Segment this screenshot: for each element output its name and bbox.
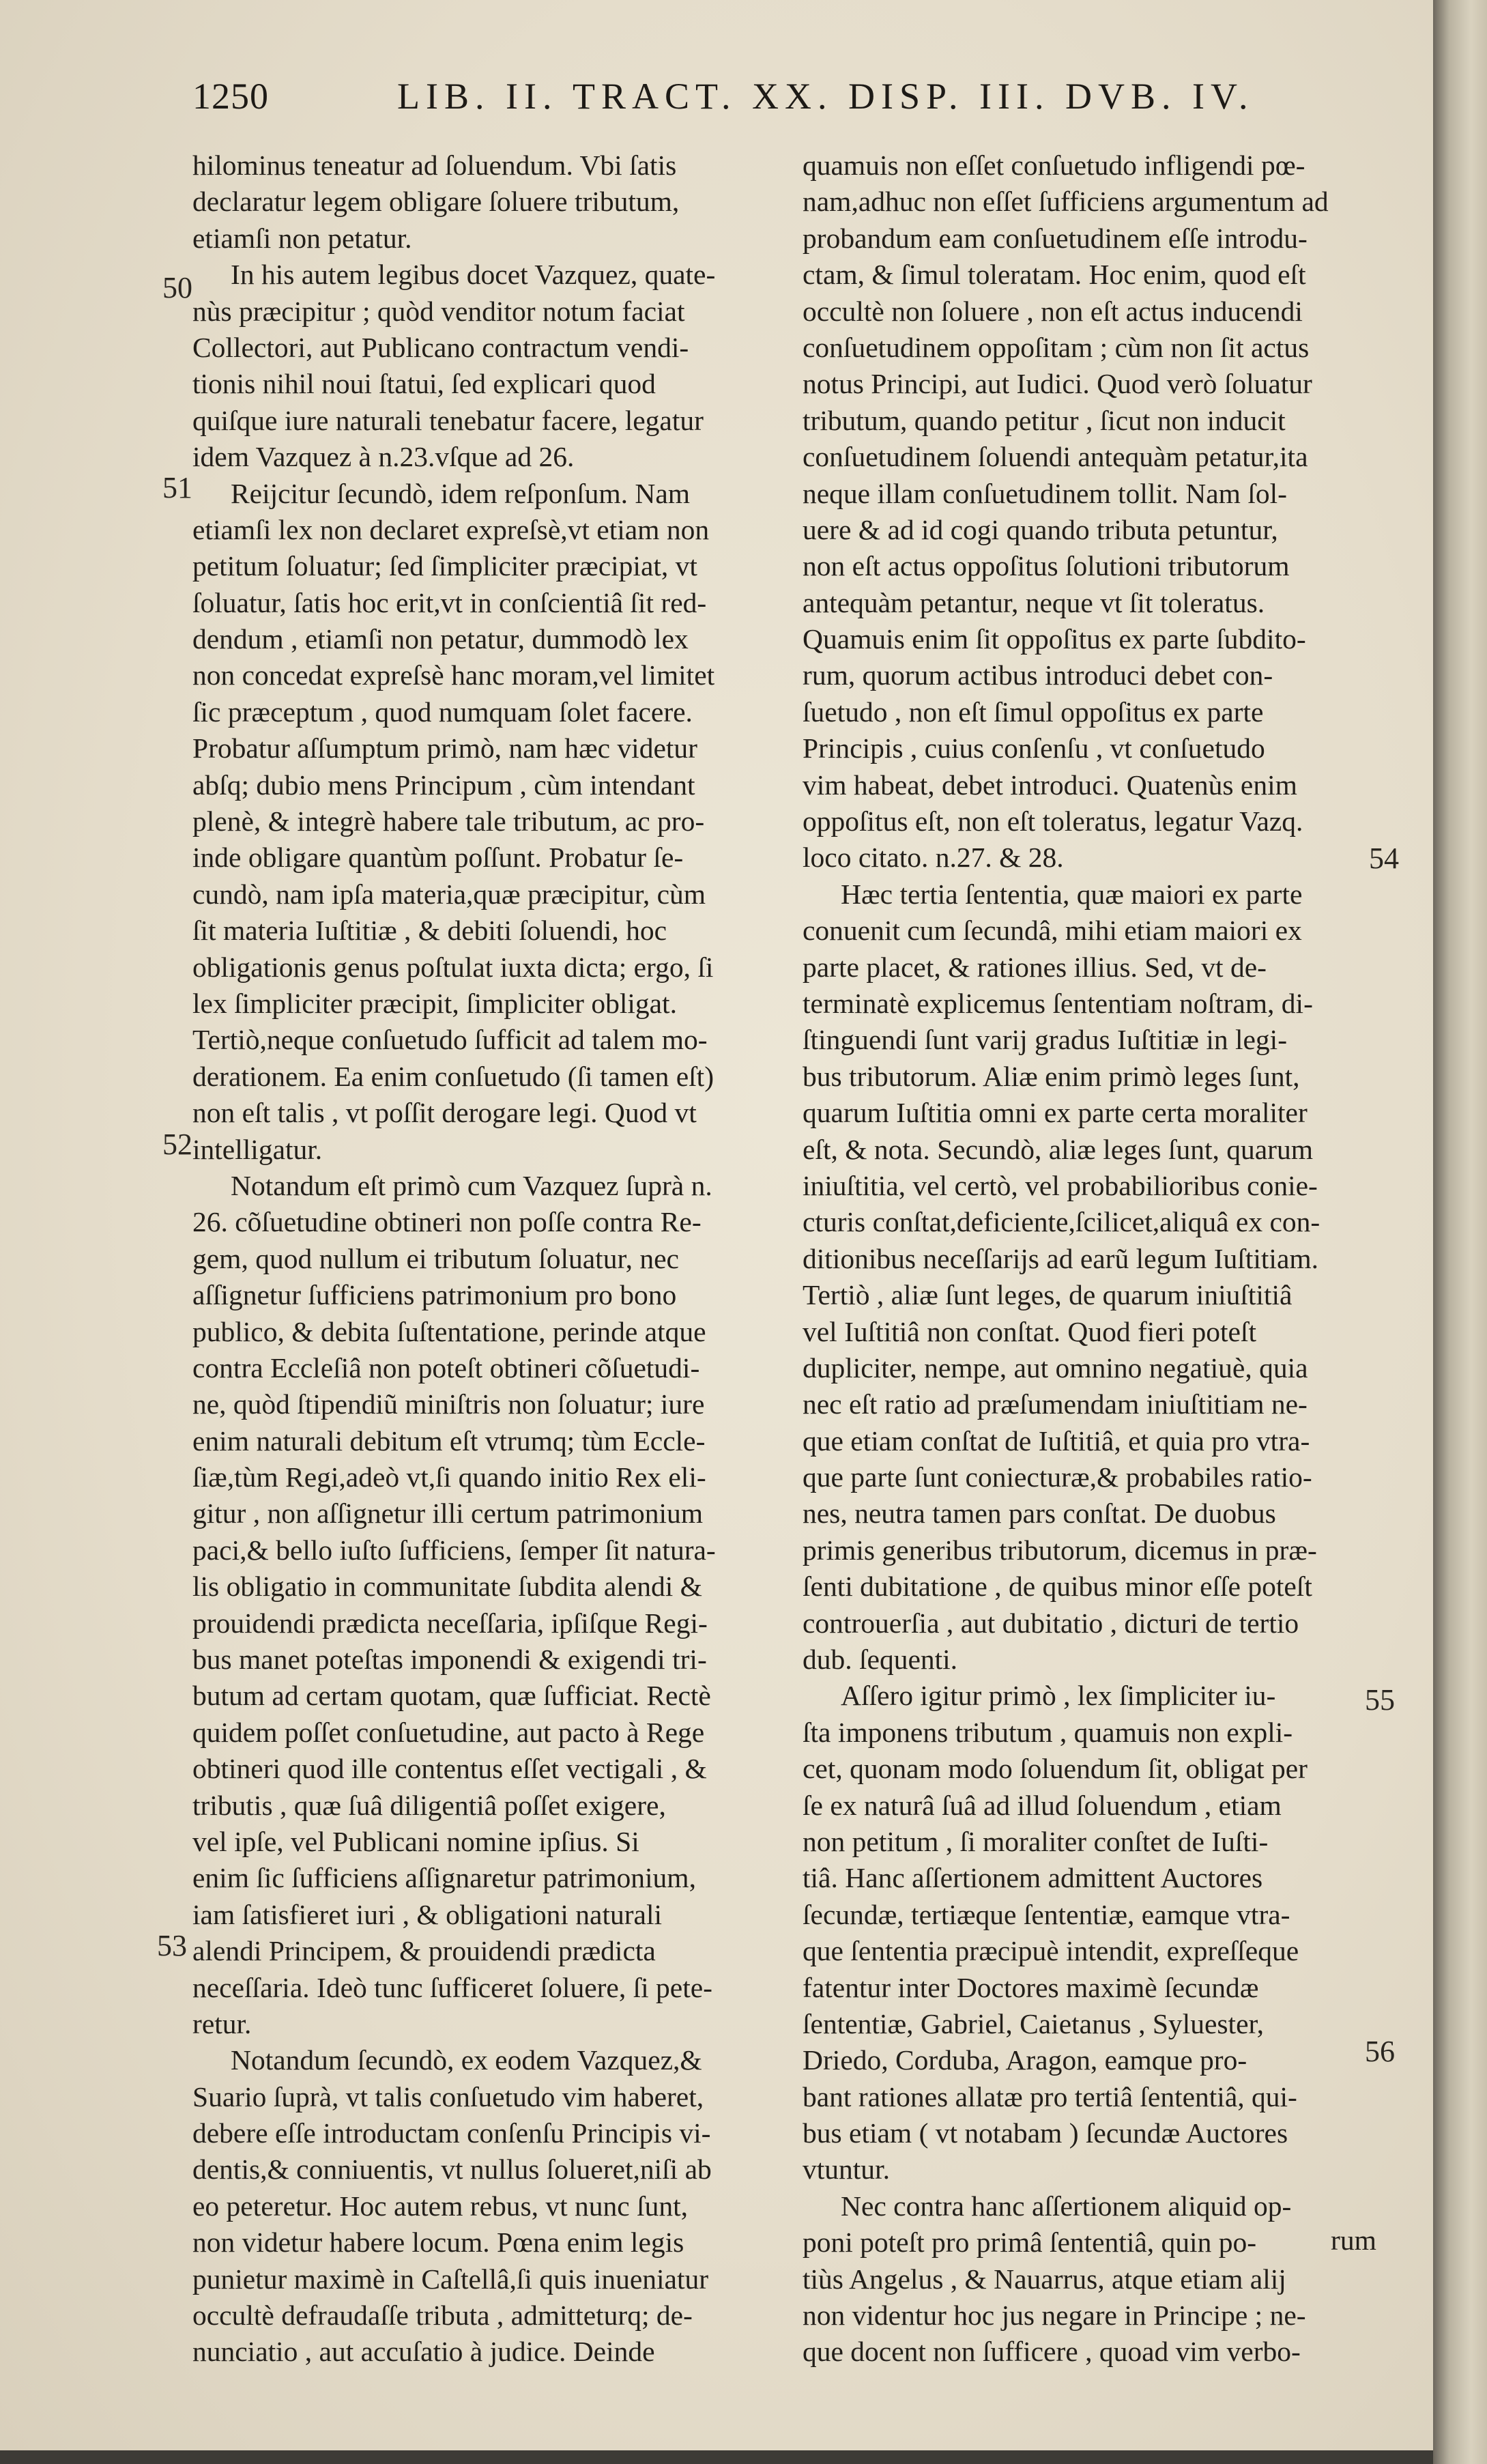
left-text-line: Probatur aſſumptum primò, nam hæc videtur (192, 732, 697, 764)
right-text-line: vim habeat, debet introduci. Quatenùs enim (803, 769, 1297, 801)
left-text-line: lis obligatio in communitate ſubdita alendi & (192, 1571, 702, 1603)
right-text-line: que parte ſunt coniecturæ,& probabiles ratio- (803, 1461, 1312, 1493)
left-text-line: non videtur habere locum. Pœna enim legis (192, 2226, 684, 2259)
right-text-line: bant rationes allatæ pro tertiâ ſententiâ, qui- (803, 2080, 1297, 2112)
right-text-line: Hæc tertia ſententia, quæ maiori ex parte (841, 878, 1303, 910)
right-text-line: tiùs Angelus , & Nauarrus, atque etiam alij (803, 2263, 1286, 2295)
right-text-line: controuerſia , aut dubitatio , dicturi de tertio (803, 1607, 1299, 1639)
right-text-line: non petitum , ſi moraliter conſtet de Iuſti- (803, 1825, 1269, 1857)
left-text-line: debere eſſe introductam conſenſu Principis vi- (192, 2117, 711, 2149)
right-text-line: primis generibus tributorum, dicemus in præ- (803, 1534, 1317, 1566)
binding-edge (1433, 0, 1487, 2464)
running-head (192, 75, 1380, 137)
left-text-line: enim naturali debitum eſt vtrumq; tùm Eccle- (192, 1424, 706, 1457)
left-text-line: cundò, nam ipſa materia,quæ præcipitur, cùm (192, 878, 706, 910)
left-text-line: In his autem legibus docet Vazquez, quate- (231, 259, 716, 291)
left-text-line: aſſignetur ſufficiens patrimonium pro bono (192, 1279, 677, 1311)
right-text-line: rum, quorum actibus introduci debet con- (803, 659, 1273, 691)
right-text-line: non videntur hoc jus negare in Principe ; ne- (803, 2300, 1306, 2332)
left-text-line: occultè defraudaſſe tributa , admitteturq; de- (192, 2300, 693, 2332)
left-text-line: neceſſaria. Ideò tunc ſufficeret ſoluere, ſi pete- (192, 1971, 712, 2003)
left-text-line: dentis,& conniuentis, vt nullus ſolueret,niſi ab (192, 2153, 712, 2186)
right-text-line: tributum, quando petitur , ſicut non inducit (803, 404, 1286, 436)
right-text-line: Principis , cuius conſenſu , vt conſuetudo (803, 732, 1265, 764)
left-text-line: quiſque iure naturali tenebatur facere, legatur (192, 404, 704, 436)
left-text-line: vel ipſe, vel Publicani nomine ipſius. Si (192, 1825, 639, 1857)
right-text-line: Driedo, Corduba, Aragon, eamque pro- (803, 2044, 1247, 2076)
left-text-line: petitum ſoluatur; ſed ſimpliciter præcipiat, vt (192, 550, 697, 582)
right-text-line: eſt, & nota. Secundò, aliæ leges ſunt, quarum (803, 1133, 1314, 1165)
margin-number-53: 53 (157, 1929, 187, 1962)
left-text-line: dendum , etiamſi non petatur, dummodò lex (192, 623, 689, 655)
left-text-line: Notandum ſecundò, ex eodem Vazquez,& (231, 2044, 702, 2076)
left-text-line: Reijcitur ſecundò, idem reſponſum. Nam (231, 477, 691, 509)
left-text-line: etiamſi lex non declaret expreſsè,vt etiam non (192, 513, 710, 545)
right-text-line: quarum Iuſtitia omni ex parte certa moraliter (803, 1097, 1308, 1129)
left-text-line: plenè, & integrè habere tale tributum, ac pro- (192, 805, 705, 837)
right-text-line: oppoſitus eſt, non eſt toleratus, legatur Vazq. (803, 805, 1303, 837)
right-text-line: que ſententia præcipuè intendit, expreſſeque (803, 1935, 1299, 1967)
left-text-line: ſiæ,tùm Regi,adeò vt,ſi quando initio Rex eli- (192, 1461, 706, 1493)
page-number: 1250 (192, 76, 269, 117)
left-text-line: idem Vazquez à n.23.vſque ad 26. (192, 441, 575, 473)
margin-number-52: 52 (162, 1128, 192, 1161)
right-text-line: que etiam conſtat de Iuſtitiâ, et quia pro vtra- (803, 1424, 1310, 1457)
left-text-line: obtineri quod ille contentus eſſet vectigali , & (192, 1753, 707, 1785)
left-text-line: retur. (192, 2007, 252, 2039)
left-text-column (192, 147, 786, 2370)
left-text-line: non concedat expreſsè hanc moram,vel limitet (192, 659, 715, 691)
right-text-line: ſecundæ, tertiæque ſententiæ, eamque vtra- (803, 1898, 1290, 1930)
margin-number-51: 51 (162, 471, 192, 504)
left-text-line: punietur maximè in Caſtellâ,ſi quis inueniatur (192, 2263, 709, 2295)
right-text-line: ſuetudo , non eſt ſimul oppoſitus ex parte (803, 696, 1264, 728)
right-text-line: tiâ. Hanc aſſertionem admittent Auctores (803, 1862, 1263, 1894)
right-text-line: conuenit cum ſecundâ, mihi etiam maiori ex (803, 915, 1302, 947)
left-text-line: ſit materia Iuſtitiæ , & debiti ſoluendi, hoc (192, 915, 667, 947)
left-text-line: tionis nihil noui ſtatui, ſed explicari quod (192, 368, 656, 400)
left-text-line: 26. cõſuetudine obtineri non poſſe contra Re- (192, 1206, 702, 1238)
right-text-line: Tertiò , aliæ ſunt leges, de quarum iniuſtitiâ (803, 1279, 1293, 1311)
left-text-line: iam ſatisfieret iuri , & obligationi naturali (192, 1898, 663, 1930)
left-text-line: tributis , quæ ſuâ diligentiâ poſſet exigere, (192, 1789, 666, 1821)
right-text-line: ſententiæ, Gabriel, Caietanus , Syluester, (803, 2007, 1265, 2039)
left-text-line: Collectori, aut Publicano contractum vendi- (192, 331, 689, 363)
right-text-line: poni poteſt pro primâ ſententiâ, quin po- (803, 2226, 1257, 2259)
left-text-line: prouidendi prædicta neceſſaria, ipſiſque Regi- (192, 1607, 708, 1639)
left-text-line: non eſt talis , vt poſſit derogare legi. Quod vt (192, 1097, 697, 1129)
margin-number-50: 50 (162, 271, 192, 304)
margin-number-55: 55 (1365, 1683, 1395, 1717)
right-text-line: uere & ad id cogi quando tributa petuntur, (803, 513, 1278, 545)
right-text-column (803, 147, 1396, 2370)
left-text-line: ſoluatur, ſatis hoc erit,vt in conſcientiâ ſit red- (192, 586, 707, 618)
running-title: LIB. II. TRACT. XX. DISP. III. DVB. IV. (397, 76, 1254, 117)
right-text-line: fatentur inter Doctores maximè ſecundæ (803, 1971, 1259, 2003)
right-text-line: vel Iuſtitiâ non conſtat. Quod fieri poteſt (803, 1315, 1256, 1347)
right-text-line: ſtinguendi ſunt varij gradus Iuſtitiæ in legi- (803, 1024, 1288, 1056)
right-text-line: bus etiam ( vt notabam ) ſecundæ Auctores (803, 2117, 1288, 2149)
right-text-line: terminatè explicemus ſententiam noſtram, di- (803, 987, 1313, 1019)
left-text-line: Tertiò,neque conſuetudo ſufficit ad talem mo- (192, 1024, 708, 1056)
right-text-line: Aſſero igitur primò , lex ſimpliciter iu- (841, 1680, 1276, 1712)
right-text-line: nes, neutra tamen pars conſtat. De duobus (803, 1498, 1276, 1530)
right-text-line: parte placet, & rationes illius. Sed, vt de- (803, 951, 1267, 983)
left-text-line: nunciatio , aut accuſatio à judice. Deinde (192, 2336, 655, 2368)
left-text-line: bus manet poteſtas imponendi & exigendi tri- (192, 1644, 707, 1676)
left-text-line: Notandum eſt primò cum Vazquez ſuprà n. (231, 1169, 712, 1201)
left-text-line: intelligatur. (192, 1133, 323, 1165)
right-text-line: ctam, & ſimul toleratam. Hoc enim, quod eſt (803, 259, 1306, 291)
margin-number-54: 54 (1369, 842, 1399, 875)
catchword: rum (1331, 2224, 1376, 2256)
left-text-line: hilominus teneatur ad ſoluendum. Vbi ſatis (192, 149, 677, 181)
left-text-line: gem, quod nullum ei tributum ſoluatur, nec (192, 1242, 679, 1274)
right-text-line: conſuetudinem oppoſitam ; cùm non ſit actus (803, 331, 1310, 363)
right-text-line: nec eſt ratio ad præſumendam iniuſtitiam ne- (803, 1388, 1308, 1420)
right-text-line: nam,adhuc non eſſet ſufficiens argumentum ad (803, 186, 1329, 218)
left-text-line: enim ſic ſufficiens aſſignaretur patrimonium, (192, 1862, 696, 1894)
left-text-line: lex ſimpliciter præcipit, ſimpliciter obligat. (192, 987, 677, 1019)
left-text-line: alendi Principem, & prouidendi prædicta (192, 1935, 656, 1967)
left-text-line: inde obligare quantùm poſſunt. Probatur ſe- (192, 842, 684, 874)
left-text-line: publico, & debita ſuſtentatione, perinde atque (192, 1315, 706, 1347)
left-text-line: ne, quòd ſtipendiũ miniſtris non ſoluatur; iure (192, 1388, 705, 1420)
right-text-line: Nec contra hanc aſſertionem aliquid op- (841, 2190, 1292, 2222)
left-text-line: nùs præcipitur ; quòd venditor notum faciat (192, 295, 685, 327)
right-text-line: Quamuis enim ſit oppoſitus ex parte ſubdito- (803, 623, 1306, 655)
left-text-line: quidem poſſet conſuetudine, aut pacto à Rege (192, 1716, 705, 1748)
left-text-line: paci,& bello iuſto ſufficiens, ſemper ſit natura- (192, 1534, 716, 1566)
right-text-line: non eſt actus oppoſitus ſolutioni tributorum (803, 550, 1290, 582)
right-text-line: cet, quonam modo ſoluendum ſit, obligat per (803, 1753, 1308, 1785)
left-text-line: eo peteretur. Hoc autem rebus, vt nunc ſunt, (192, 2190, 689, 2222)
right-text-line: ſta imponens tributum , quamuis non expli- (803, 1716, 1293, 1748)
right-text-line: ſe ex naturâ ſuâ ad illud ſoluendum , etiam (803, 1789, 1282, 1821)
right-text-line: antequàm petantur, neque vt ſit toleratus. (803, 586, 1265, 618)
right-text-line: bus tributorum. Aliæ enim primò leges ſunt, (803, 1060, 1300, 1092)
margin-number-56: 56 (1365, 2035, 1395, 2068)
right-text-line: conſuetudinem ſoluendi antequàm petatur,ita (803, 441, 1308, 473)
right-text-line: probandum eam conſuetudinem eſſe introdu- (803, 222, 1308, 254)
left-text-line: declaratur legem obligare ſoluere tributum, (192, 186, 680, 218)
right-text-line: vtuntur. (803, 2153, 890, 2186)
right-text-line: iniuſtitia, vel certò, vel probabilioribus conie- (803, 1169, 1318, 1201)
left-text-line: gitur , non aſſignetur illi certum patrimonium (192, 1498, 704, 1530)
right-text-line: que docent non ſufficere , quoad vim verbo- (803, 2336, 1301, 2368)
right-text-line: neque illam conſuetudinem tollit. Nam ſol- (803, 477, 1287, 509)
right-text-line: loco citato. n.27. & 28. (803, 842, 1064, 874)
left-text-line: abſq; dubio mens Principum , cùm intendant (192, 769, 695, 801)
right-text-line: dub. ſequenti. (803, 1644, 958, 1676)
left-text-line: derationem. Ea enim conſuetudo (ſi tamen eſt) (192, 1060, 714, 1092)
right-text-line: dupliciter, nempe, aut omnino negatiuè, quia (803, 1351, 1308, 1384)
right-text-line: notus Principi, aut Iudici. Quod verò ſoluatur (803, 368, 1312, 400)
right-text-line: ditionibus neceſſarijs ad earũ legum Iuſtitiam. (803, 1242, 1319, 1274)
right-text-line: ſenti dubitatione , de quibus minor eſſe poteſt (803, 1571, 1312, 1603)
left-text-line: obligationis genus poſtulat iuxta dicta; ergo, ſi (192, 951, 714, 983)
left-text-line: butum ad certam quotam, quæ ſufficiat. Rectè (192, 1680, 711, 1712)
right-text-line: cturis conſtat,deficiente,ſcilicet,aliquâ ex con- (803, 1206, 1320, 1238)
right-text-line: quamuis non eſſet conſuetudo infligendi pœ- (803, 149, 1305, 181)
left-text-line: Suario ſuprà, vt talis conſuetudo vim haberet, (192, 2080, 704, 2112)
left-text-line: etiamſi non petatur. (192, 222, 412, 254)
left-text-line: ſic præceptum , quod numquam ſolet facere. (192, 696, 693, 728)
right-text-line: occultè non ſoluere , non eſt actus inducendi (803, 295, 1303, 327)
left-text-line: contra Eccleſiâ non poteſt obtineri cõſuetudi- (192, 1351, 700, 1384)
